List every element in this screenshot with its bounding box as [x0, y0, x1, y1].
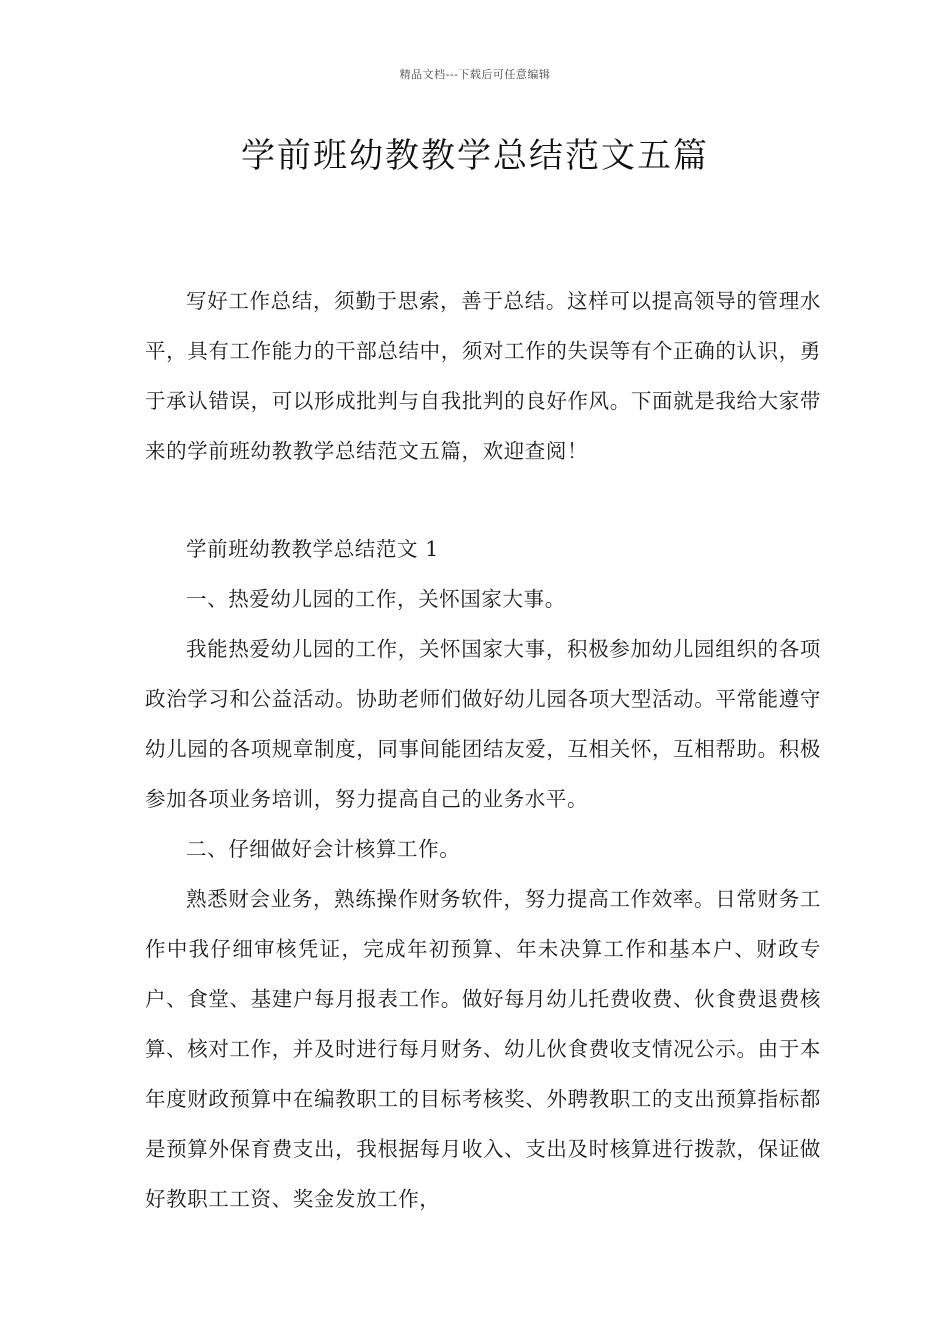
paragraph-2: 熟悉财会业务，熟练操作财务软件，努力提高工作效率。日常财务工作中我仔细审核凭证，完成年初预算、年未决算工作和基本户、财政专户、食堂、基建户每月报表工作。做好每月幼儿托费收费、伙食费退费核算、核对工作，并及时进行每月财务、幼儿伙食费收支情况公示。由于本年度财政预算中在编教职工的目标考核奖、外聘教职工的支出预算指标都是预算外保育费支出，我根据每月收入、支出及时核算进行拨款，保证做好教职工工资、奖金发放工作， [145, 887, 821, 1211]
intro-paragraph: 写好工作总结，须勤于思索，善于总结。这样可以提高领导的管理水平，具有工作能力的干部总结中，须对工作的失误等有个正确的认识，勇于承认错误，可以形成批判与自我批判的良好作风。下面就是我给大家带来的学前班幼教教学总结范文五篇，欢迎查阅！ [145, 289, 821, 463]
section-1-block [145, 524, 821, 1224]
subheading-2: 二、仔细做好会计核算工作。 [186, 837, 461, 861]
section-heading: 学前班幼教教学总结范文 1 [186, 537, 439, 561]
page-header-watermark: 精品文档---下载后可任意编辑 [399, 68, 551, 81]
intro-block [145, 276, 821, 476]
paragraph-1: 我能热爱幼儿园的工作，关怀国家大事，积极参加幼儿园组织的各项政治学习和公益活动。协助老师们做好幼儿园各项大型活动。平常能遵守幼儿园的各项规章制度，同事间能团结友爱，互相关怀，互相帮助。积极参加各项业务培训，努力提高自己的业务水平。 [145, 637, 821, 811]
subheading-1: 一、热爱幼儿园的工作，关怀国家大事。 [186, 587, 566, 611]
document-title: 学前班幼教教学总结范文五篇 [241, 136, 709, 176]
